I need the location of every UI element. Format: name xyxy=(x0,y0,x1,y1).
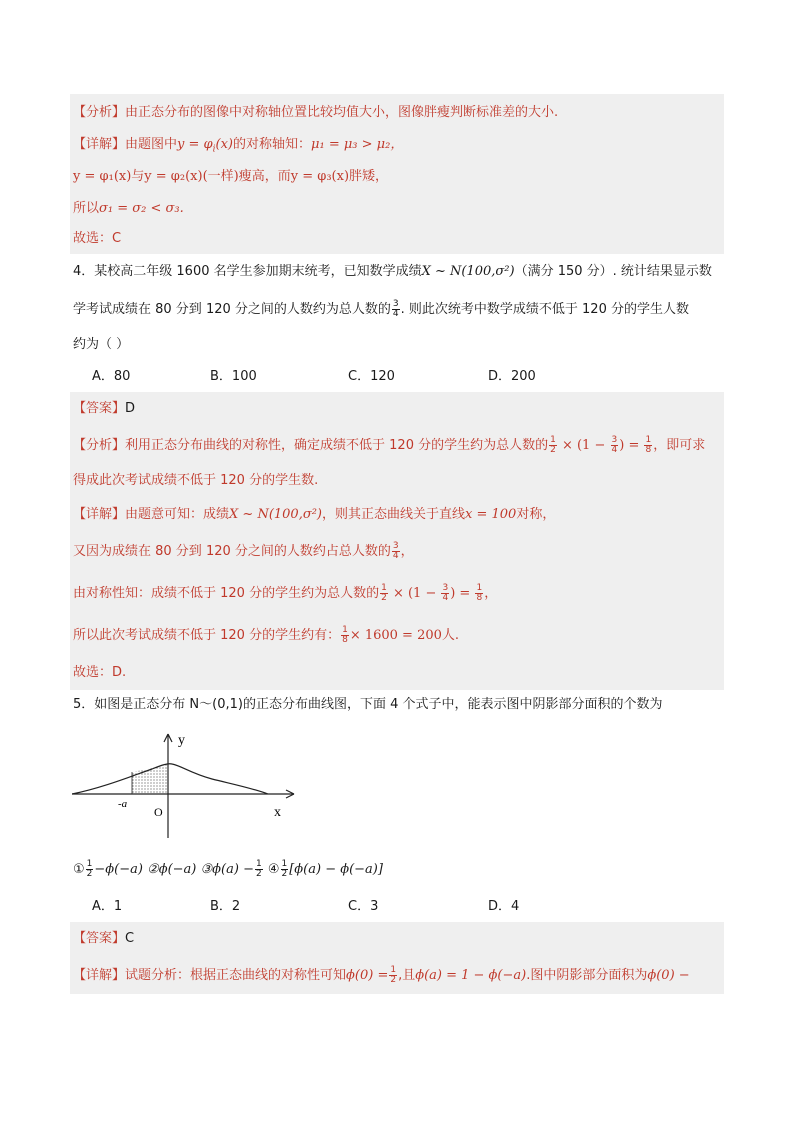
neg-a-label: -a xyxy=(118,798,128,810)
q4-line1 xyxy=(73,263,712,281)
numerator: 1 xyxy=(86,859,93,869)
q5-answer xyxy=(73,930,134,948)
fraction xyxy=(392,542,400,561)
numerator: 1 xyxy=(281,859,288,869)
denominator: 4 xyxy=(442,593,449,603)
normal-curve xyxy=(72,764,268,794)
answer-value: D xyxy=(125,401,136,416)
q5-formulas xyxy=(73,860,383,879)
denominator: 2 xyxy=(390,975,397,985)
denominator: 4 xyxy=(611,445,618,455)
q4-detail-line1 xyxy=(73,506,555,524)
fraction xyxy=(86,860,94,879)
math: X ~ N(100,σ²) xyxy=(229,507,322,522)
text: 所以此次考试成绩不低于 120 分的学生约有： xyxy=(73,628,341,643)
text: 学考试成绩在 80 分到 120 分之间的人数约为总人数的 xyxy=(73,302,391,317)
item-marker: ④ xyxy=(267,862,280,877)
text: 试题分析：根据正态曲线的对称性可知 xyxy=(125,968,347,983)
math: [ϕ(a) − ϕ(−a)] xyxy=(289,862,383,877)
fraction xyxy=(644,436,652,455)
denominator: 4 xyxy=(392,551,399,561)
fraction xyxy=(441,584,449,603)
math: x = 100 xyxy=(465,507,517,522)
q4-analysis-line2: 得成此次考试成绩不低于 120 分的学生数. xyxy=(73,473,319,488)
text: 由题图中 xyxy=(125,137,178,152)
text: （满分 150 分）. 统计结果显示数 xyxy=(514,264,712,279)
q5-option-d: D．4 xyxy=(488,899,520,914)
math: × 1600 = 200 xyxy=(349,628,442,643)
q4-detail-line4 xyxy=(73,626,459,645)
numerator: 3 xyxy=(392,541,399,551)
denominator: 2 xyxy=(550,445,556,455)
fraction xyxy=(611,436,619,455)
tag: 【详解】 xyxy=(73,137,126,152)
q5-option-b: B．2 xyxy=(210,899,241,914)
q4-option-c: C．120 xyxy=(348,369,395,384)
q4-option-d: D．200 xyxy=(488,369,536,384)
text: 4．某校高二年级 1600 名学生参加期末统考，已知数学成绩 xyxy=(73,264,422,279)
numerator: 1 xyxy=(381,583,387,593)
math: ③ϕ(a) − xyxy=(200,862,254,877)
fraction xyxy=(281,860,289,879)
math: (x) xyxy=(215,137,234,152)
tag: 【详解】 xyxy=(73,507,126,522)
numerator: 1 xyxy=(255,859,262,869)
q5-line1: 5．如图是正态分布 N～(0,1)的正态分布曲线图，下面 4 个式子中，能表示图中阴影部分面积的个数为 xyxy=(73,697,663,712)
q4-answer-final: 故选：D. xyxy=(73,665,127,680)
denominator: 2 xyxy=(381,593,387,603)
denominator: 8 xyxy=(645,445,652,455)
numerator: 1 xyxy=(476,583,483,593)
math: X ~ N(100,σ²) xyxy=(421,264,515,279)
q4-option-b: B．100 xyxy=(210,369,257,384)
fraction xyxy=(389,966,397,985)
math: y = φ xyxy=(177,137,213,152)
denominator: 2 xyxy=(86,869,93,879)
text: 由题意可知：成绩 xyxy=(125,507,230,522)
q4-option-a: A．80 xyxy=(92,369,131,384)
math: ϕ(0) − xyxy=(647,968,690,983)
text: .图中阴影部分面积为 xyxy=(526,968,648,983)
x-label: x xyxy=(274,805,281,820)
math: ②ϕ(−a) xyxy=(147,862,197,877)
text: ，则其正态曲线关于直线 xyxy=(322,507,466,522)
text: 利用正态分布曲线的对称性，确定成绩不低于 120 分的学生约为总人数的 xyxy=(125,438,549,453)
q4-detail-line2: 又因为成绩在 80 分到 120 分之间的人数约占总人数的 $\frac{3}{4}$ ， xyxy=(73,541,414,561)
text: 又因为成绩在 80 分到 120 分之间的人数约占总人数的 xyxy=(73,544,391,559)
q4-answer xyxy=(73,400,135,418)
denominator: 2 xyxy=(281,869,288,879)
numerator: 1 xyxy=(342,625,348,635)
math: μ₁ = μ₃ > μ₂， xyxy=(311,137,404,152)
text: 由对称性知：成绩不低于 120 分的学生约为总人数的 xyxy=(73,586,380,601)
numerator: 3 xyxy=(442,583,449,593)
q4-line2 xyxy=(73,300,689,319)
text: ,且 xyxy=(398,968,416,983)
fraction xyxy=(341,626,349,645)
origin-label: O xyxy=(154,805,163,819)
q5-option-a: A．1 xyxy=(92,899,123,914)
normal-curve-figure xyxy=(72,728,302,838)
math-sub: i xyxy=(212,144,216,155)
fraction xyxy=(255,860,263,879)
q3-detail-line2: y = φ₁(x)与y = φ₂(x)(一样)瘦高，而y = φ₃(x)胖矮， xyxy=(73,169,389,184)
text: 人. xyxy=(441,628,460,643)
text: ，即可求 xyxy=(653,438,706,453)
text: 对称， xyxy=(516,507,556,522)
fraction xyxy=(380,584,388,603)
text: 由正态分布的图像中对称轴位置比较均值大小，图像胖瘦判断标准差的大小. xyxy=(125,105,559,120)
math: −ϕ(−a) xyxy=(94,862,143,877)
tag: 【分析】 xyxy=(73,105,126,120)
item-marker: ① xyxy=(73,862,85,877)
tag: 【详解】 xyxy=(73,968,126,983)
q4-analysis: 【分析】利用正态分布曲线的对称性，确定成绩不低于 120 分的学生约为总人数的 $\frac{1}{2}$ × (1 − $\frac{3}{4}$ ) = $\frac{1}{8}$ ，即可求 xyxy=(73,435,706,455)
denominator: 2 xyxy=(255,869,262,879)
q5-detail xyxy=(73,966,690,985)
fraction xyxy=(549,436,557,455)
q4-detail-line3: 由对称性知：成绩不低于 120 分的学生约为总人数的 $\frac{1}{2}$ × (1 − $\frac{3}{4}$ ) = $\frac{1}{8}$ ， xyxy=(73,583,498,603)
text: 的对称轴知： xyxy=(233,137,312,152)
shaded-area xyxy=(132,764,168,794)
y-label: y xyxy=(178,733,185,748)
numerator: 1 xyxy=(645,435,652,445)
q3-detail-line3 xyxy=(73,200,184,218)
math: ϕ(a) = 1 − ϕ(−a) xyxy=(415,968,527,983)
tag: 【分析】 xyxy=(73,438,126,453)
q3-answer: 故选：C xyxy=(73,231,122,246)
denominator: 8 xyxy=(476,593,483,603)
numerator: 3 xyxy=(611,435,618,445)
q4-line3: 约为（ ） xyxy=(73,337,130,352)
numerator: 3 xyxy=(392,299,399,309)
fraction xyxy=(475,584,483,603)
math: σ₁ = σ₂ < σ₃. xyxy=(99,201,184,216)
tag: 【答案】 xyxy=(73,931,126,946)
numerator: 1 xyxy=(550,435,556,445)
tag: 【答案】 xyxy=(73,401,126,416)
answer-value: C xyxy=(125,931,135,946)
text: 所以 xyxy=(73,201,100,216)
math: ϕ(0) = xyxy=(346,968,389,983)
q3-analysis xyxy=(73,104,558,122)
fraction xyxy=(392,300,400,319)
text: . 则此次统考中数学成绩不低于 120 分的学生人数 xyxy=(400,302,689,317)
q3-detail-line1 xyxy=(73,136,403,159)
numerator: 1 xyxy=(390,965,397,975)
q5-option-c: C．3 xyxy=(348,899,379,914)
denominator: 4 xyxy=(392,309,399,319)
denominator: 8 xyxy=(342,635,348,645)
